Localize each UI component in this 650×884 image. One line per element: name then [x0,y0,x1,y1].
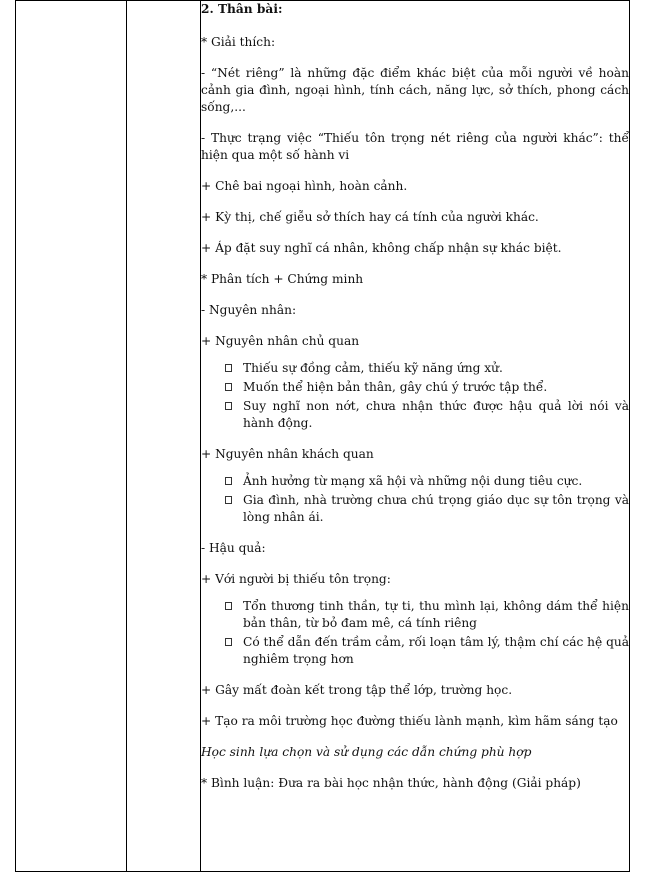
missing-glyph-bullet-icon [225,638,232,646]
paragraph: * Giải thích: [201,35,276,49]
paragraph: + Kỳ thị, chế giễu sở thích hay cá tính của người khác. [201,210,539,224]
content-body [201,1,629,792]
missing-glyph-bullet-icon [225,477,232,485]
missing-glyph-bullet-icon [225,364,232,372]
list-item [225,634,629,668]
list-item [225,473,629,490]
content-cell [201,1,630,872]
paragraph: Học sinh lựa chọn và sử dụng các dẫn chứng phù hợp [201,745,532,759]
paragraph: - “Nét riêng” là những đặc điểm khác biệt của mỗi người về hoàn cảnh gia đình, ngoại hình, tính cách, năng lực, sở thích, phong cách sống,... [201,66,629,114]
missing-glyph-bullet-icon [225,383,232,391]
list-item [225,398,629,432]
paragraph: + Với người bị thiếu tôn trọng: [201,572,391,586]
paragraph: * Bình luận: Đưa ra bài học nhận thức, hành động (Giải pháp) [201,776,581,790]
paragraph: + Chê bai ngoại hình, hoàn cảnh. [201,179,408,193]
empty-column-1 [16,1,127,872]
list-item-text: Gia đình, nhà trường chưa chú trọng giáo dục sự tôn trọng và lòng nhân ái. [243,493,629,524]
empty-column-2 [127,1,201,872]
section-heading: 2. Thân bài: [201,2,283,16]
missing-glyph-bullet-icon [225,402,232,410]
bullet-list [201,598,629,668]
list-item [225,492,629,526]
list-item [225,360,629,377]
bullet-list [201,360,629,432]
list-item-text: Muốn thể hiện bản thân, gây chú ý trước tập thể. [243,380,548,394]
list-item-text: Thiếu sự đồng cảm, thiếu kỹ năng ứng xử. [243,361,503,375]
missing-glyph-bullet-icon [225,496,232,504]
list-item [225,598,629,632]
outline-table [15,0,630,872]
list-item-text: Tổn thương tinh thần, tự ti, thu mình lại, không dám thể hiện bản thân, từ bỏ đam mê, cá tính riêng [243,599,629,630]
paragraph: - Nguyên nhân: [201,303,297,317]
paragraph: - Thực trạng việc “Thiếu tôn trọng nét riêng của người khác”: thể hiện qua một số hành vi [201,131,629,162]
bullet-list [201,473,629,526]
paragraph: - Hậu quả: [201,541,266,555]
paragraph: + Nguyên nhân chủ quan [201,334,360,348]
paragraph: + Tạo ra môi trường học đường thiếu lành mạnh, kìm hãm sáng tạo [201,714,618,728]
list-item-text: Có thể dẫn đến trầm cảm, rối loạn tâm lý, thậm chí các hệ quả nghiêm trọng hơn [243,635,630,666]
paragraph: * Phân tích + Chứng minh [201,272,364,286]
paragraph: + Nguyên nhân khách quan [201,447,374,461]
list-item-text: Suy nghĩ non nớt, chưa nhận thức được hậu quả lời nói và hành động. [243,399,629,430]
paragraph: + Gây mất đoàn kết trong tập thể lớp, trường học. [201,683,513,697]
paragraph: + Áp đặt suy nghĩ cá nhân, không chấp nhận sự khác biệt. [201,241,562,255]
list-item [225,379,629,396]
list-item-text: Ảnh hưởng từ mạng xã hội và những nội dung tiêu cực. [243,474,583,488]
missing-glyph-bullet-icon [225,602,232,610]
